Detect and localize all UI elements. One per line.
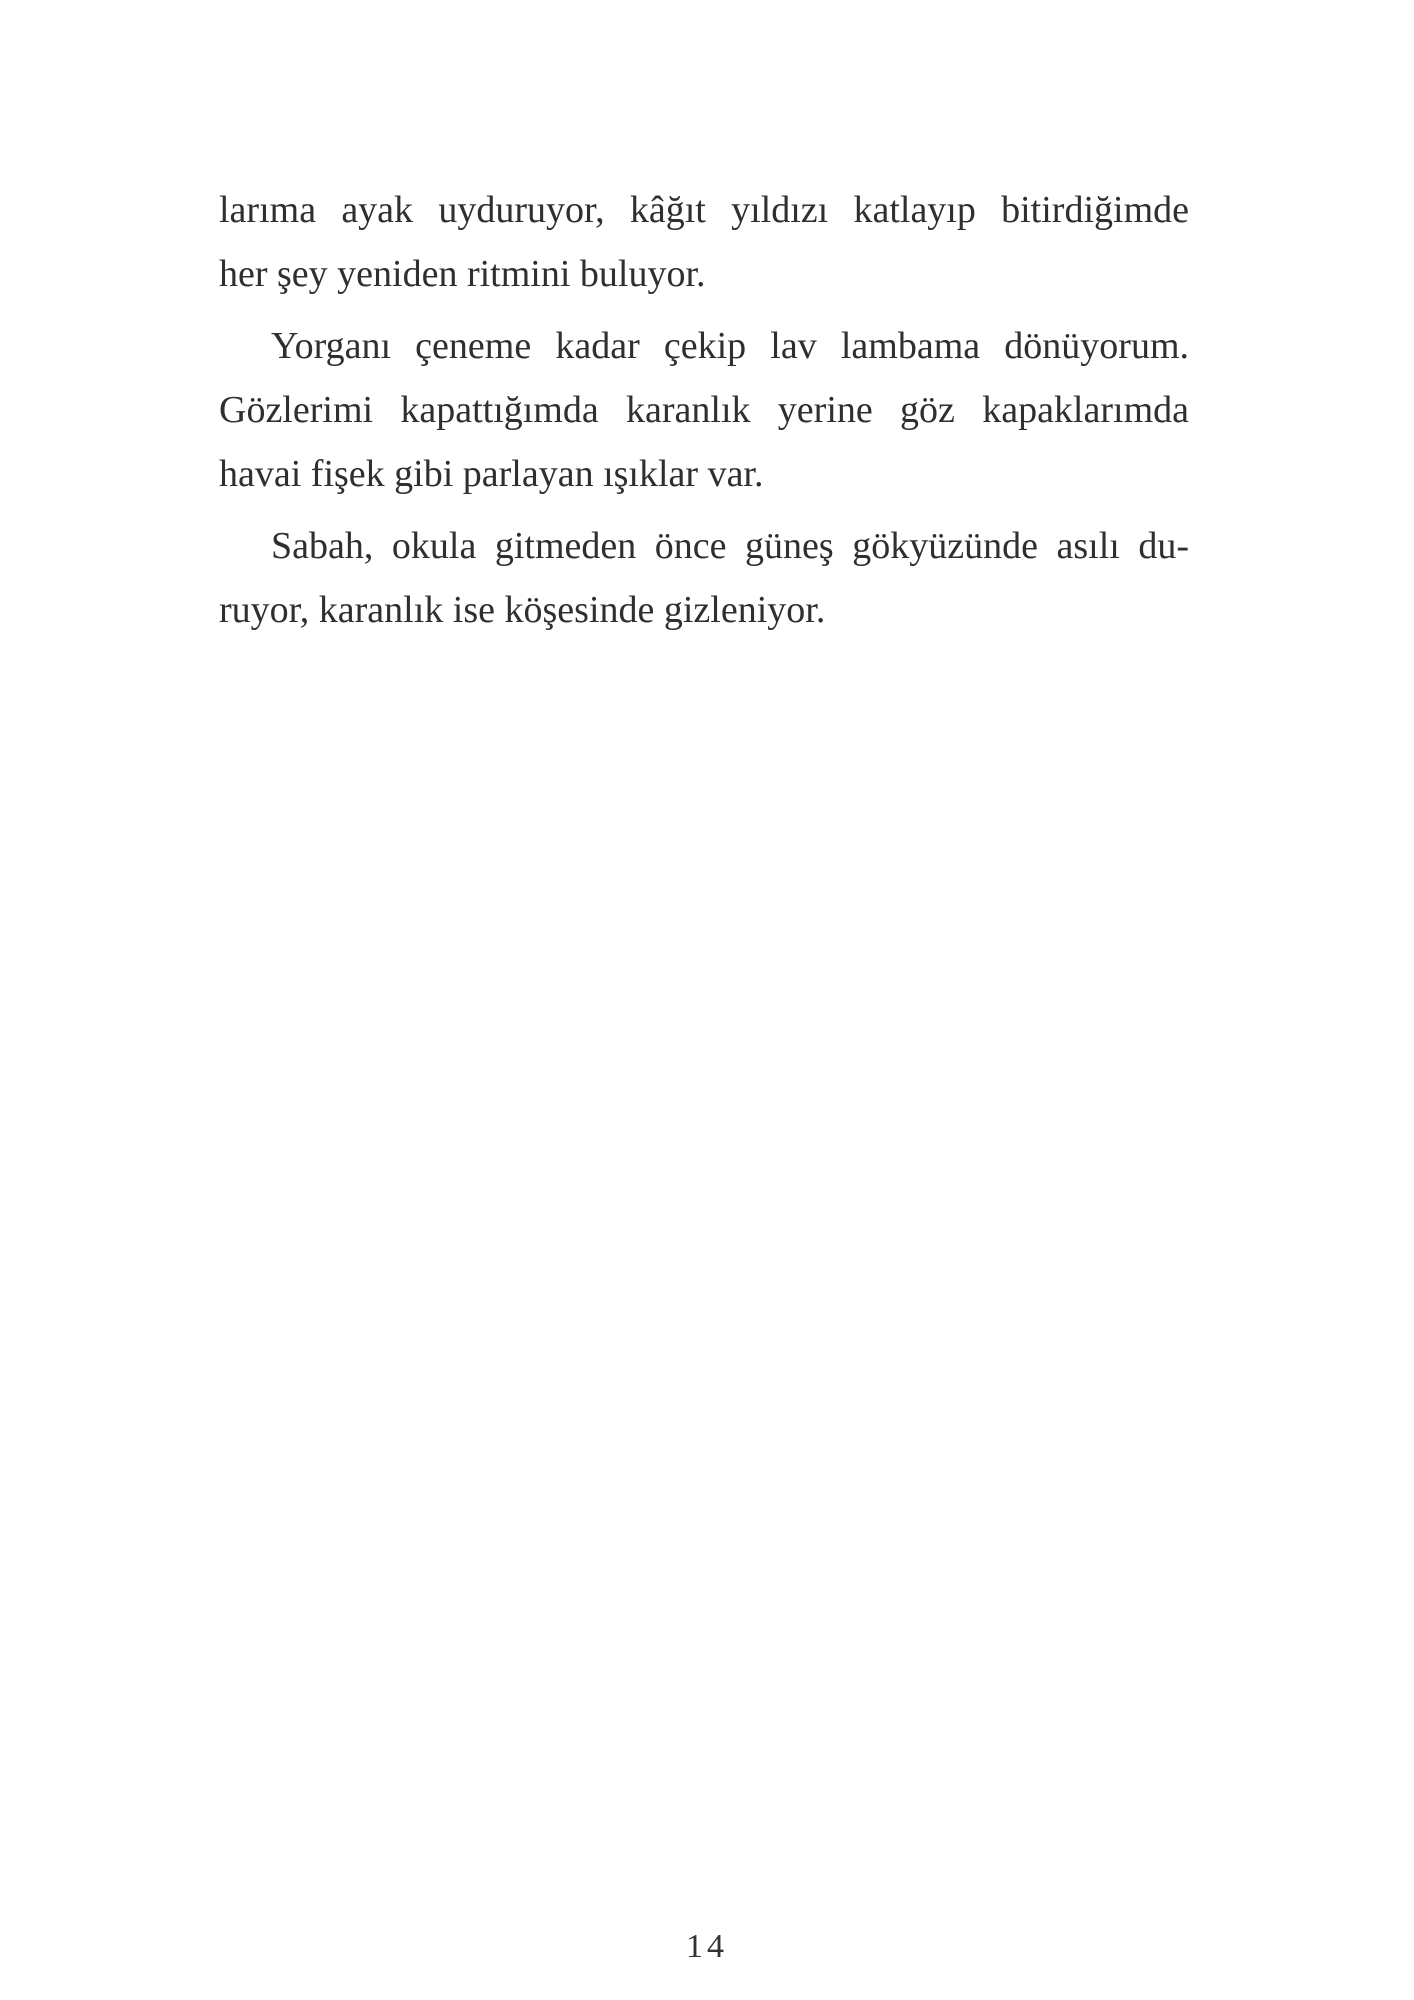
text-line: Gözlerimi kapattığımda karanlık yerine göz kapaklarımda bbox=[219, 389, 1189, 431]
page-number: 14 bbox=[686, 1928, 728, 1965]
text-line: Sabah, okula gitmeden önce güneş gökyüzünde asılı du- bbox=[271, 525, 1189, 567]
paragraph-1 bbox=[219, 178, 1189, 306]
paragraph-3 bbox=[219, 514, 1189, 642]
body-text bbox=[219, 178, 1189, 642]
text-line: her şey yeniden ritmini buluyor. bbox=[219, 253, 706, 295]
paragraph-2 bbox=[219, 314, 1189, 506]
text-line: Yorganı çeneme kadar çekip lav lambama dönüyorum. bbox=[271, 325, 1189, 367]
text-line: ruyor, karanlık ise köşesinde gizleniyor. bbox=[219, 589, 826, 631]
text-line: havai fişek gibi parlayan ışıklar var. bbox=[219, 453, 764, 495]
text-line: larıma ayak uyduruyor, kâğıt yıldızı katlayıp bitirdiğimde bbox=[219, 189, 1189, 231]
